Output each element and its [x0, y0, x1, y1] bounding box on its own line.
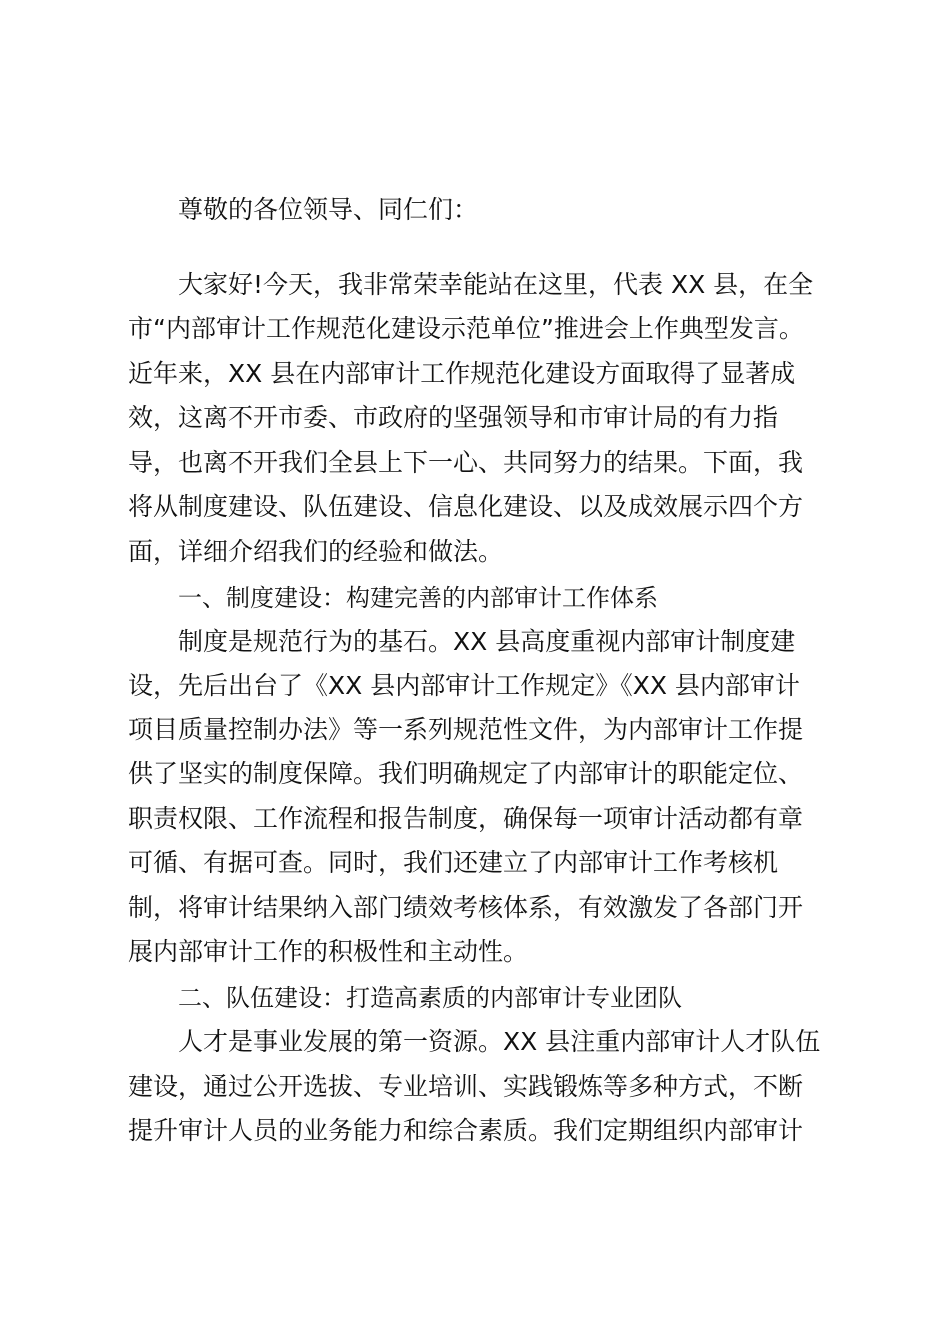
paragraph-line: 供了坚实的制度保障。我们明确规定了内部审计的职能定位、 [128, 759, 804, 788]
paragraph-line: 导，也离不开我们全县上下一心、共同努力的结果。下面，我 [128, 448, 804, 477]
paragraph-line: 效，这离不开市委、市政府的坚强领导和市审计局的有力指 [128, 403, 779, 432]
paragraph-line: 项目质量控制办法》等一系列规范性文件，为内部审计工作提 [128, 715, 804, 744]
salutation: 尊敬的各位领导、同仁们： [178, 195, 479, 224]
paragraph-line: 大家好!今天，我非常荣幸能站在这里，代表 XX 县，在全 [178, 270, 814, 299]
paragraph-line: 人才是事业发展的第一资源。XX 县注重内部审计人才队伍 [178, 1027, 821, 1056]
paragraph-line: 近年来，XX 县在内部审计工作规范化建设方面取得了显著成 [128, 359, 796, 388]
paragraph-line: 设，先后出台了《XX 县内部审计工作规定》《XX 县内部审计 [128, 671, 800, 700]
paragraph-line: 可循、有据可查。同时，我们还建立了内部审计工作考核机 [128, 848, 779, 877]
paragraph-line: 市“内部审计工作规范化建设示范单位”推进会上作典型发言。 [128, 314, 804, 343]
section-heading-1: 一、制度建设：构建完善的内部审计工作体系 [178, 584, 658, 612]
paragraph-line: 建设，通过公开选拔、专业培训、实践锻炼等多种方式，不断 [128, 1072, 804, 1101]
paragraph-line: 展内部审计工作的积极性和主动性。 [128, 937, 529, 966]
paragraph-line: 制度是规范行为的基石。XX 县高度重视内部审计制度建 [178, 627, 796, 656]
paragraph-line: 面，详细介绍我们的经验和做法。 [128, 537, 504, 566]
section-heading-2: 二、队伍建设：打造高素质的内部审计专业团队 [178, 984, 682, 1012]
paragraph-line: 提升审计人员的业务能力和综合素质。我们定期组织内部审计 [128, 1116, 804, 1145]
paragraph-line: 制，将审计结果纳入部门绩效考核体系，有效激发了各部门开 [128, 893, 804, 922]
paragraph-line: 职责权限、工作流程和报告制度，确保每一项审计活动都有章 [128, 804, 804, 833]
paragraph-line: 将从制度建设、队伍建设、信息化建设、以及成效展示四个方 [128, 492, 804, 521]
